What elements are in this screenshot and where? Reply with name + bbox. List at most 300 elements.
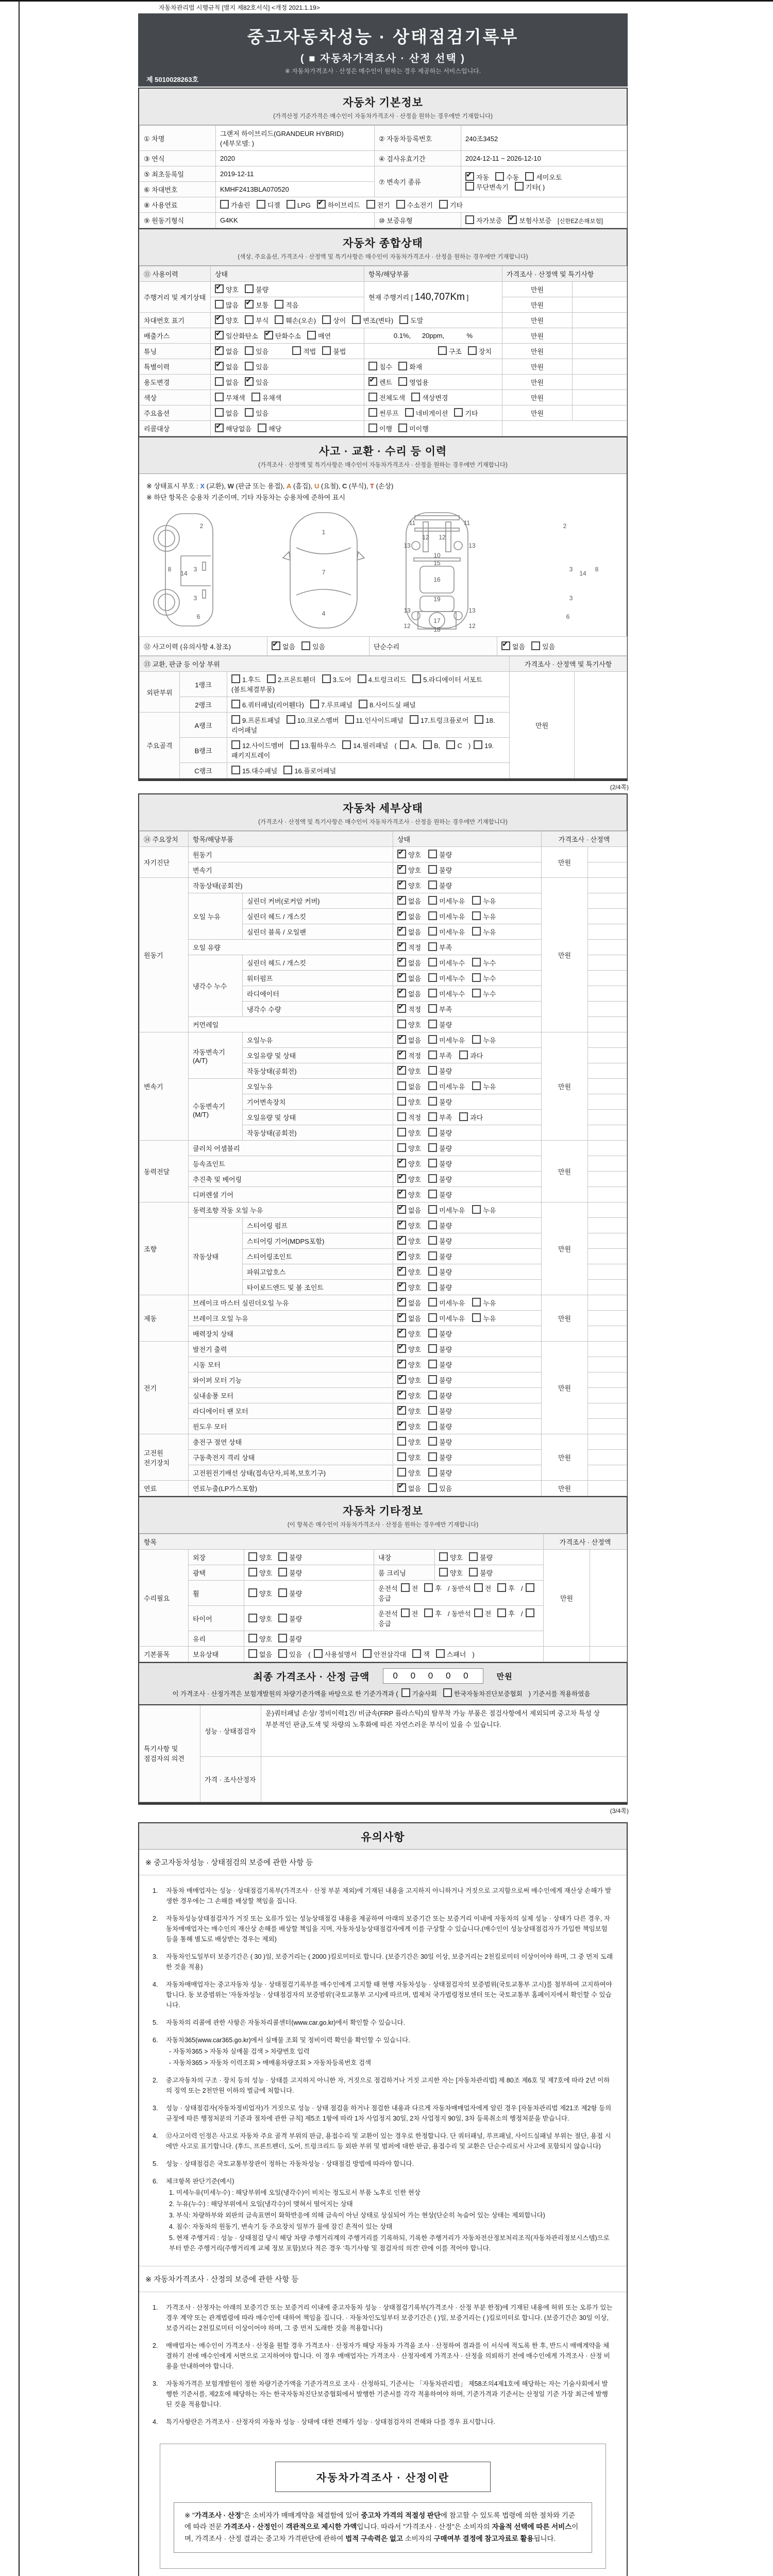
checkbox[interactable]: [397, 1468, 406, 1477]
checkbox[interactable]: [231, 674, 240, 683]
checkbox[interactable]: [397, 1344, 406, 1353]
recall-done[interactable]: [364, 421, 502, 436]
checkbox[interactable]: [368, 362, 377, 370]
checkbox[interactable]: [397, 1406, 406, 1415]
checkbox-label: 양호: [259, 1554, 273, 1562]
vin-mark-state[interactable]: [211, 313, 502, 328]
notice-item-number: 1.: [153, 2303, 158, 2311]
usage-change-type[interactable]: [364, 375, 502, 390]
checkbox[interactable]: [251, 393, 260, 401]
item-state-checkboxes[interactable]: [393, 1264, 542, 1280]
checkbox[interactable]: [465, 172, 474, 181]
checkbox[interactable]: [474, 1608, 483, 1617]
checkbox[interactable]: [401, 1688, 410, 1697]
checkbox[interactable]: [459, 1112, 468, 1121]
checkbox[interactable]: [398, 377, 407, 386]
item-state-checkboxes[interactable]: [393, 1388, 542, 1403]
checkbox[interactable]: [307, 331, 316, 340]
checkbox[interactable]: [412, 1649, 421, 1658]
checkbox[interactable]: [397, 1050, 406, 1059]
final-price-note[interactable]: [143, 1688, 623, 1698]
checkbox[interactable]: [472, 973, 481, 982]
checkbox[interactable]: [248, 1614, 257, 1622]
checkbox[interactable]: [301, 641, 310, 650]
checkbox[interactable]: [366, 200, 375, 209]
checkbox[interactable]: [245, 346, 254, 355]
checkbox[interactable]: [290, 740, 299, 749]
checkbox[interactable]: [428, 1174, 437, 1183]
item-state-checkboxes[interactable]: [393, 1063, 542, 1079]
checkbox[interactable]: [215, 408, 224, 417]
checkbox[interactable]: [220, 200, 229, 209]
checkbox[interactable]: [397, 1251, 406, 1260]
checkbox[interactable]: [368, 423, 377, 432]
checkbox[interactable]: [428, 1391, 437, 1399]
checkbox[interactable]: [472, 1313, 481, 1322]
item-state-checkboxes[interactable]: [393, 1156, 542, 1172]
checkbox[interactable]: [397, 1159, 406, 1167]
special-history-state[interactable]: [211, 359, 364, 375]
checkbox[interactable]: [469, 1552, 478, 1561]
checkbox[interactable]: [428, 1437, 437, 1446]
checkbox[interactable]: [397, 1452, 406, 1461]
checkbox[interactable]: [474, 740, 482, 749]
checkbox[interactable]: [472, 1205, 481, 1214]
checkbox[interactable]: [428, 1081, 437, 1090]
checkbox[interactable]: [428, 850, 437, 858]
accident-history-state[interactable]: [267, 637, 369, 656]
checkbox[interactable]: [469, 1568, 478, 1577]
checkbox[interactable]: [428, 1329, 437, 1337]
checkbox[interactable]: [278, 1649, 287, 1658]
tire-state[interactable]: [244, 1606, 374, 1631]
checkbox[interactable]: [215, 377, 224, 386]
item-state-checkboxes[interactable]: [393, 1419, 542, 1434]
note-cell: [588, 1172, 627, 1187]
emission-state[interactable]: [211, 328, 364, 344]
checkbox[interactable]: [508, 215, 517, 224]
item-state-checkboxes[interactable]: [393, 878, 542, 893]
item-state-checkboxes[interactable]: [393, 971, 542, 986]
checkbox[interactable]: [428, 865, 437, 874]
checkbox[interactable]: [428, 958, 437, 967]
checkbox[interactable]: [468, 346, 477, 355]
usage-change-state[interactable]: [211, 375, 364, 390]
checkbox[interactable]: [248, 1634, 257, 1642]
checkbox[interactable]: [436, 1649, 445, 1658]
checkbox[interactable]: [525, 172, 534, 181]
checkbox[interactable]: [275, 315, 283, 324]
checkbox[interactable]: [428, 989, 437, 997]
checkbox[interactable]: [472, 989, 481, 997]
checkbox-label: 부족: [439, 944, 452, 952]
checkbox[interactable]: [397, 1313, 406, 1322]
item-state-checkboxes[interactable]: [393, 1141, 542, 1156]
checkbox[interactable]: [495, 172, 504, 181]
item-state-checkboxes[interactable]: [393, 1110, 542, 1125]
checkbox[interactable]: [215, 315, 224, 324]
checkbox[interactable]: [231, 740, 240, 749]
checkbox[interactable]: [397, 1174, 406, 1183]
checkbox[interactable]: [397, 1112, 406, 1121]
checkbox[interactable]: [438, 346, 447, 355]
checkbox[interactable]: [428, 1112, 437, 1121]
checkbox[interactable]: [428, 911, 437, 920]
item-state-checkboxes[interactable]: [393, 847, 542, 862]
checkbox[interactable]: [428, 1282, 437, 1291]
transmission-checkbox-group[interactable]: [461, 166, 627, 197]
checkbox[interactable]: [497, 1583, 506, 1592]
checkbox[interactable]: [245, 408, 254, 417]
checkbox[interactable]: [397, 958, 406, 967]
checkbox[interactable]: [322, 674, 331, 683]
checkbox[interactable]: [398, 362, 407, 370]
checkbox[interactable]: [278, 1634, 287, 1642]
checkbox[interactable]: [352, 315, 361, 324]
checkbox[interactable]: [397, 989, 406, 997]
simple-repair-state[interactable]: [497, 637, 627, 656]
checkbox[interactable]: [397, 1437, 406, 1446]
item-state-checkboxes[interactable]: [393, 1125, 542, 1141]
exterior-state[interactable]: [244, 1550, 374, 1565]
checkbox[interactable]: [397, 1097, 406, 1106]
item-state-checkboxes[interactable]: [393, 1295, 542, 1311]
checkbox[interactable]: [428, 1267, 437, 1276]
checkbox[interactable]: [472, 896, 481, 905]
detail-row: [140, 1295, 627, 1311]
checkbox[interactable]: [428, 1421, 437, 1430]
checkbox[interactable]: [397, 865, 406, 874]
recall-state[interactable]: [211, 421, 364, 436]
item-state-checkboxes[interactable]: [393, 909, 542, 924]
checkbox[interactable]: [275, 300, 283, 309]
checkbox[interactable]: [287, 200, 295, 209]
checkbox[interactable]: [472, 1081, 481, 1090]
checkbox[interactable]: [472, 911, 481, 920]
checkbox[interactable]: [428, 1221, 437, 1229]
checkbox[interactable]: [428, 1298, 437, 1307]
checkbox[interactable]: [428, 1375, 437, 1384]
checkbox[interactable]: [292, 346, 301, 355]
checkbox[interactable]: [397, 1190, 406, 1198]
checkbox[interactable]: [428, 1004, 437, 1013]
item-state-checkboxes[interactable]: [393, 1079, 542, 1094]
checkbox[interactable]: [401, 1608, 410, 1617]
checkbox[interactable]: [314, 1649, 323, 1658]
wheel-state[interactable]: [244, 1581, 374, 1606]
polish-state[interactable]: [244, 1565, 374, 1581]
checkbox[interactable]: [397, 850, 406, 858]
checkbox[interactable]: [397, 1391, 406, 1399]
checkbox[interactable]: [472, 958, 481, 967]
item-state-checkboxes[interactable]: [393, 1434, 542, 1450]
checkbox[interactable]: [245, 300, 254, 309]
tuning-state[interactable]: [211, 344, 364, 359]
item-label: 파워고압호스: [243, 1264, 393, 1280]
checkbox[interactable]: [278, 1552, 287, 1561]
checkbox[interactable]: [397, 942, 406, 951]
checkbox-label: 누유: [483, 928, 496, 936]
item-state-checkboxes[interactable]: [393, 1403, 542, 1419]
checkbox[interactable]: [397, 1329, 406, 1337]
checkbox[interactable]: [465, 215, 474, 224]
checkbox[interactable]: [231, 715, 240, 724]
item-label: 워터펌프: [243, 971, 393, 986]
checkbox[interactable]: [428, 973, 437, 982]
checkbox[interactable]: [231, 766, 240, 774]
item-state-checkboxes[interactable]: [393, 1357, 542, 1372]
tuning-type[interactable]: [364, 344, 502, 359]
color-type[interactable]: [364, 390, 502, 405]
checkbox[interactable]: [428, 1159, 437, 1167]
checkbox[interactable]: [396, 200, 405, 209]
checkbox[interactable]: [428, 1251, 437, 1260]
checkbox[interactable]: [400, 740, 409, 749]
checkbox[interactable]: [322, 315, 331, 324]
checkbox[interactable]: [397, 1004, 406, 1013]
fuel-checkbox-group[interactable]: [216, 197, 627, 213]
checkbox[interactable]: [531, 641, 540, 650]
checkbox[interactable]: [397, 1360, 406, 1368]
checkbox[interactable]: [465, 182, 474, 191]
item-state-checkboxes[interactable]: [393, 862, 542, 878]
checkbox[interactable]: [278, 1588, 287, 1597]
checkbox[interactable]: [428, 1406, 437, 1415]
color-state[interactable]: [211, 390, 364, 405]
checkbox[interactable]: [397, 1020, 406, 1028]
checkbox[interactable]: [424, 1583, 433, 1592]
checkbox[interactable]: [215, 331, 224, 340]
checkbox[interactable]: [215, 284, 224, 293]
checkbox[interactable]: [515, 182, 524, 191]
tuning-cb2[interactable]: [292, 348, 352, 355]
checkbox[interactable]: [398, 423, 407, 432]
option-type[interactable]: [364, 405, 502, 421]
checkbox[interactable]: [283, 766, 292, 774]
wheel-positions[interactable]: [374, 1581, 544, 1606]
item-state-checkboxes[interactable]: [393, 1372, 542, 1388]
checkbox[interactable]: [397, 911, 406, 920]
checkbox[interactable]: [428, 896, 437, 905]
checkbox[interactable]: [428, 880, 437, 889]
checkbox[interactable]: [423, 740, 432, 749]
checkbox[interactable]: [248, 1649, 257, 1658]
checkbox[interactable]: [264, 331, 273, 340]
item-state-checkboxes[interactable]: [393, 1249, 542, 1264]
checkbox[interactable]: [248, 1568, 257, 1577]
mileage-state-1[interactable]: [211, 282, 364, 297]
checkbox[interactable]: [397, 1298, 406, 1307]
checkbox[interactable]: [428, 1483, 437, 1492]
checkbox[interactable]: [231, 700, 240, 708]
checkbox[interactable]: [446, 740, 455, 749]
item-state-checkboxes[interactable]: [393, 1048, 542, 1063]
checkbox[interactable]: [472, 927, 481, 936]
checkbox[interactable]: [428, 1020, 437, 1028]
item-state-checkboxes[interactable]: [393, 924, 542, 940]
item-state-checkboxes[interactable]: [393, 1450, 542, 1465]
checkbox[interactable]: [410, 715, 418, 724]
checkbox[interactable]: [424, 1608, 433, 1617]
checkbox[interactable]: [345, 715, 354, 724]
checkbox[interactable]: [411, 393, 420, 401]
checkbox[interactable]: [397, 880, 406, 889]
checkbox[interactable]: [317, 200, 326, 209]
checkbox[interactable]: [428, 1097, 437, 1106]
checkbox[interactable]: [359, 700, 367, 708]
checkbox[interactable]: [245, 284, 254, 293]
checkbox[interactable]: [497, 1608, 506, 1617]
checkbox[interactable]: [428, 1468, 437, 1477]
item-state-checkboxes[interactable]: [393, 1465, 542, 1481]
checkbox[interactable]: [405, 408, 414, 417]
checkbox[interactable]: [399, 315, 408, 324]
item-state-checkboxes[interactable]: [393, 1311, 542, 1326]
warranty-checkbox-group[interactable]: [461, 213, 627, 228]
checkbox[interactable]: [245, 362, 254, 370]
checkbox[interactable]: [397, 1143, 406, 1152]
checkbox[interactable]: [272, 641, 280, 650]
glass-state[interactable]: [244, 1631, 544, 1647]
option-state[interactable]: [211, 405, 364, 421]
item-state-checkboxes[interactable]: [393, 955, 542, 971]
checkbox[interactable]: [245, 315, 254, 324]
room-cleaning-state[interactable]: [435, 1565, 544, 1581]
checkbox[interactable]: [439, 1568, 448, 1577]
checkbox[interactable]: [428, 942, 437, 951]
checkbox[interactable]: [248, 1552, 257, 1561]
checkbox[interactable]: [358, 674, 366, 683]
checkbox[interactable]: [215, 362, 224, 370]
checkbox[interactable]: [439, 1552, 448, 1561]
checkbox[interactable]: [454, 408, 463, 417]
checkbox[interactable]: [258, 423, 266, 432]
interior-state[interactable]: [435, 1550, 544, 1565]
checkbox[interactable]: [397, 927, 406, 936]
checkbox[interactable]: [397, 1221, 406, 1229]
checkbox[interactable]: [428, 1344, 437, 1353]
item-state-checkboxes[interactable]: [393, 1172, 542, 1187]
checkbox[interactable]: [245, 377, 254, 386]
item-state-checkboxes[interactable]: [393, 1094, 542, 1110]
checkbox[interactable]: [397, 1035, 406, 1044]
checkbox[interactable]: [368, 393, 377, 401]
checkbox[interactable]: [397, 1483, 406, 1492]
item-state-checkboxes[interactable]: [393, 1002, 542, 1017]
checkbox[interactable]: [428, 1066, 437, 1075]
item-state-checkboxes[interactable]: [393, 1481, 542, 1496]
checkbox[interactable]: [215, 346, 224, 355]
checkbox[interactable]: [397, 1282, 406, 1291]
checkbox[interactable]: [526, 1583, 534, 1592]
item-state-checkboxes[interactable]: [393, 1187, 542, 1202]
holding-state[interactable]: [244, 1647, 544, 1662]
table-row: [140, 390, 627, 405]
checkbox[interactable]: [342, 740, 351, 749]
checkbox[interactable]: [443, 1688, 452, 1697]
checkbox[interactable]: [215, 300, 224, 309]
item-state-checkboxes[interactable]: [393, 940, 542, 955]
item-state-checkboxes[interactable]: [393, 1233, 542, 1249]
checkbox[interactable]: [257, 200, 265, 209]
checkbox[interactable]: [397, 973, 406, 982]
checkbox[interactable]: [428, 1190, 437, 1198]
checkbox[interactable]: [368, 408, 377, 417]
checkbox[interactable]: [428, 1205, 437, 1214]
checkbox[interactable]: [428, 927, 437, 936]
checkbox[interactable]: [287, 715, 295, 724]
checkbox[interactable]: [428, 1050, 437, 1059]
checkbox[interactable]: [397, 896, 406, 905]
tuning-cb1[interactable]: [215, 348, 275, 355]
rankA-items[interactable]: [227, 713, 510, 738]
tire-positions[interactable]: [374, 1606, 544, 1631]
checkbox[interactable]: [459, 1050, 468, 1059]
checkbox[interactable]: [310, 700, 319, 708]
item-state-checkboxes[interactable]: [393, 1202, 542, 1218]
checkbox[interactable]: [215, 393, 224, 401]
item-state-checkboxes[interactable]: [393, 986, 542, 1002]
item-state-checkboxes[interactable]: [393, 1326, 542, 1342]
checkbox[interactable]: [278, 1614, 287, 1622]
checkbox[interactable]: [428, 1360, 437, 1368]
checkbox[interactable]: [397, 1205, 406, 1214]
checkbox[interactable]: [428, 1313, 437, 1322]
item-state-checkboxes[interactable]: [393, 1218, 542, 1233]
rankC-items[interactable]: [227, 763, 510, 778]
checkbox[interactable]: [474, 1583, 483, 1592]
checkbox[interactable]: [215, 423, 224, 432]
item-state-checkboxes[interactable]: [393, 1280, 542, 1295]
checkbox[interactable]: [501, 641, 510, 650]
checkbox[interactable]: [526, 1608, 534, 1617]
checkbox[interactable]: [397, 1081, 406, 1090]
checkbox[interactable]: [397, 1066, 406, 1075]
mileage-state-2[interactable]: [211, 297, 364, 313]
checkbox[interactable]: [363, 1649, 372, 1658]
checkbox[interactable]: [397, 1375, 406, 1384]
item-state-checkboxes[interactable]: [393, 1032, 542, 1048]
checkbox[interactable]: [428, 1035, 437, 1044]
checkbox[interactable]: [368, 377, 377, 386]
checkbox[interactable]: [397, 1128, 406, 1137]
checkbox[interactable]: [428, 1143, 437, 1152]
checkbox[interactable]: [248, 1588, 257, 1597]
item-state-checkboxes[interactable]: [393, 1017, 542, 1032]
special-history-type[interactable]: [364, 359, 502, 375]
checkbox[interactable]: [401, 1583, 410, 1592]
item-state-checkboxes[interactable]: [393, 1342, 542, 1357]
item-state-checkboxes[interactable]: [393, 893, 542, 909]
checkbox[interactable]: [439, 200, 448, 209]
checkbox[interactable]: [428, 1236, 437, 1245]
checkbox[interactable]: [397, 1236, 406, 1245]
checkbox[interactable]: [397, 1267, 406, 1276]
checkbox[interactable]: [267, 674, 276, 683]
checkbox[interactable]: [322, 346, 331, 355]
rank2-items[interactable]: [227, 697, 510, 713]
checkbox[interactable]: [428, 1452, 437, 1461]
checkbox[interactable]: [428, 1128, 437, 1137]
rank1-items[interactable]: [227, 672, 510, 697]
checkbox[interactable]: [397, 1421, 406, 1430]
rankB-items[interactable]: [227, 738, 510, 763]
checkbox[interactable]: [472, 1298, 481, 1307]
checkbox[interactable]: [475, 715, 483, 724]
checkbox[interactable]: [278, 1568, 287, 1577]
checkbox[interactable]: [412, 674, 421, 683]
checkbox[interactable]: [472, 1035, 481, 1044]
